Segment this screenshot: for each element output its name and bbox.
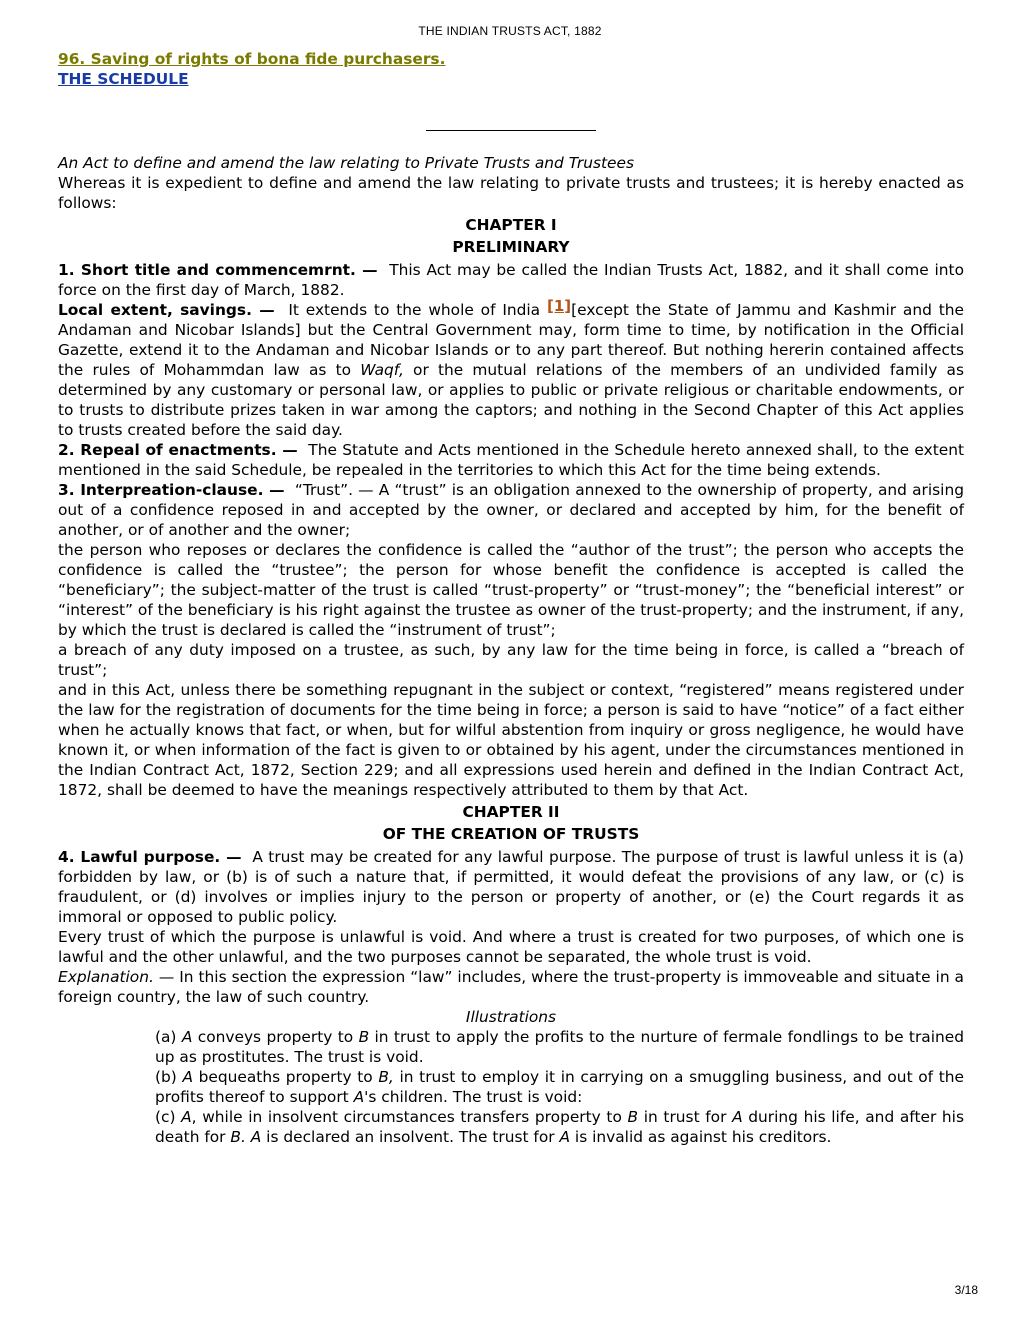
section-3-heading: 3. Interpreation-clause. — (58, 481, 285, 499)
illus-c-party-a: A (181, 1108, 192, 1126)
illus-b-text-2: in trust to employ it in carrying on a smuggling business, and out of the profits thereof to support (155, 1068, 964, 1106)
illus-a-text-1: conveys property to (192, 1028, 359, 1046)
extent-text-c: or the mutual relations of the members of an undivided family as determined by any customary or personal law, or applies to public or private religious or charitable endowments, or to trusts to distribute prizes taken in war among the captors; and nothing in the Second Chapter of this Act applies to trusts created before the said day. (58, 361, 964, 439)
illus-c-label: (c) (155, 1108, 182, 1126)
illus-c-text-1: , while in insolvent circumstances transfers property to (191, 1108, 628, 1126)
act-long-title: An Act to define and amend the law relating to Private Trusts and Trustees (58, 154, 635, 172)
document-body (58, 49, 964, 1147)
illus-b-party-b: B, (378, 1068, 394, 1086)
footnote-link-1[interactable]: [1] (546, 297, 572, 315)
illustration-a (155, 1027, 964, 1067)
illustration-b (155, 1067, 964, 1107)
chapter-2-subheading: OF THE CREATION OF TRUSTS (382, 825, 640, 843)
table-of-contents (58, 49, 964, 89)
page-number: 3/18 (954, 1283, 978, 1297)
illustrations-heading: Illustrations (465, 1008, 557, 1026)
section-4-heading: 4. Lawful purpose. — (58, 848, 242, 866)
section-4 (58, 847, 964, 927)
illus-a-party-b: B (358, 1028, 370, 1046)
section-1-text: This Act may be called the Indian Trusts Act, 1882, and it shall come into force on the first day of March, 1882. (58, 261, 964, 299)
chapter-2-heading: CHAPTER II (462, 803, 560, 821)
section-2-heading: 2. Repeal of enactments. — (58, 441, 298, 459)
illus-c-text-2: in trust for (638, 1108, 733, 1126)
explanation-label: Explanation. (58, 968, 154, 986)
section-3-para-4: and in this Act, unless there be something repugnant in the subject or context, “registered” means registered under the law for the registration of documents for the time being in force; a person is said to have “notice” of a fact either when he actually knows that fact, or when, but for wilful abstention from inquiry or gross negligence, he would have known it, or when information of the fact is given to or obtained by his agent, under the circumstances mentioned in the Indian Contract Act, 1872, Section 229; and all expressions used herein and defined in the Indian Contract Act, 1872, shall be deemed to have the meanings respectively attributed to them by that Act. (58, 681, 964, 799)
section-3 (58, 480, 964, 540)
section-4-text: A trust may be created for any lawful purpose. The purpose of trust is lawful unless it is (a) forbidden by law, or (b) is of such a nature that, if permitted, it would defeat the provisions of any law, or (c) is fraudulent, or (d) involves or implies injury to the person or property of another, or (e) the Court regards it as immoral or opposed to public policy. (58, 848, 964, 926)
running-header: THE INDIAN TRUSTS ACT, 1882 (418, 24, 602, 38)
illus-c-party-a-3: A (559, 1128, 571, 1146)
illus-b-party-a-2: A (353, 1088, 365, 1106)
illustration-c (155, 1107, 964, 1147)
illus-b-text-3: 's children. The trust is void: (364, 1088, 583, 1106)
illus-a-label: (a) (155, 1028, 182, 1046)
toc-link-section-96[interactable]: 96. Saving of rights of bona fide purchasers. (58, 50, 446, 68)
section-4-para-2: Every trust of which the purpose is unlawful is void. And where a trust is created for two purposes, of which one is lawful and the other unlawful, and the two purposes cannot be separated, the whole trust is void. (58, 928, 964, 966)
extent-text-a: It extends to the whole of India (288, 301, 541, 319)
waqf-term: Waqf, (360, 361, 404, 379)
illus-b-text-1: bequeaths property to (192, 1068, 379, 1086)
illus-a-party-a: A (181, 1028, 193, 1046)
illus-c-text-5: is invalid as against his creditors. (570, 1128, 832, 1146)
section-1-extent (58, 297, 964, 440)
preamble: Whereas it is expedient to define and amend the law relating to private trusts and trustees; it is hereby enacted as follows: (58, 174, 964, 212)
illus-a-text-2: in trust to apply the profits to the nurture of fermale fondlings to be trained up as prostitutes. The trust is void. (155, 1028, 964, 1066)
section-3-para-3: a breach of any duty imposed on a trustee, as such, by any law for the time being in force, is called a “breach of trust”; (58, 641, 964, 679)
extent-text-b: [except the State of Jammu and Kashmir and the Andaman and Nicobar Islands] but the Central Government may, form time to time, by notification in the Official Gazette, extend it to the Andaman and Nicobar Islands or to any part thereof. But nothing hererin contained affects the rules of Mohammdan law as to (58, 301, 964, 379)
section-3-text: “Trust”. — A “trust” is an obligation annexed to the ownership of property, and arising out of a confidence reposed in and accepted by the owner, or declared and accepted by him, for the benefit of another, or of another and the owner; (58, 481, 964, 539)
illus-b-party-a: A (182, 1068, 193, 1086)
illus-c-text-3: during his life, and after his death for (155, 1108, 964, 1146)
section-1-heading: 1. Short title and commencemrnt. — (58, 261, 378, 279)
illus-c-party-a-2: A (732, 1108, 743, 1126)
section-4-explanation (58, 967, 964, 1007)
section-2 (58, 440, 964, 480)
illus-c-text-4: is declared an insolvent. The trust for (261, 1128, 560, 1146)
toc-link-schedule[interactable]: THE SCHEDULE (58, 70, 189, 88)
section-2-text: The Statute and Acts mentioned in the Schedule hereto annexed shall, to the extent mentioned in the said Schedule, be repealed in the territories to which this Act for the time being extends. (58, 441, 964, 479)
illus-b-label: (b) (155, 1068, 183, 1086)
section-1 (58, 260, 964, 300)
illus-c-party-b: B (627, 1108, 639, 1126)
explanation-text: — In this section the expression “law” includes, where the trust-property is immoveable and situate in a foreign country, the law of such country. (58, 968, 964, 1006)
chapter-1-heading: CHAPTER I (465, 216, 557, 234)
extent-heading: Local extent, savings. — (58, 301, 275, 319)
chapter-1-subheading: PRELIMINARY (452, 238, 570, 256)
section-3-para-2: the person who reposes or declares the confidence is called the “author of the trust”; the person who accepts the confidence is called the “trustee”; the person for whose benefit the confidence is accepted is called the “beneficiary”; the subject-matter of the trust is called “trust-property” or “trust-money”; the “beneficial interest” or “interest” of the beneficiary is his right against the trustee as owner of the trust-property; and the instrument, if any, by which the trust is declared is called the “instrument of trust”; (58, 541, 964, 639)
divider-rule (426, 130, 596, 131)
illus-c-party-b-2: B. A (230, 1128, 262, 1146)
